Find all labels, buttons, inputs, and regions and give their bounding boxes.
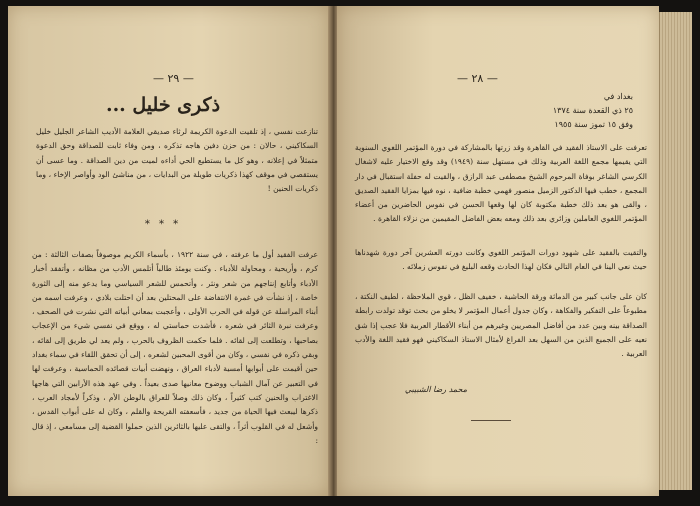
section-separator: * * *: [144, 219, 182, 230]
right-paragraph-2: والتقيت بالفقيد على شهود دورات المؤتمر اللغوي وكانت دورته العشرين آخر دورة شهدناها حيث نعي الينا في العام التالي فكان لهذا الحادث وقعه البليغ في نفوس زملائه .: [355, 248, 647, 272]
dateline-place: بغداد في: [603, 92, 633, 101]
page-edges: [659, 12, 692, 490]
left-paragraph-2: عرفت الفقيد أول ما عرفته ، في سنة ١٩٢٢ ، بأسماء الكريم موصوفاً بصفات الثالثة : من كرم ، وأريحية ، ومحاولة للأدباء . وكنت يومئذ طالباً أتلمس الأدب من مظانه ، وأتفقد أخبار الأدباء وأتابع إنتاجهم من شعر ونثر ، وأتحمس للشعر السياسي وما يدعو منه إلى الثورة خاصة ، إذ نشأت في غمرة الانتفاضة على المحتلين بعد أن احتلت بلادي ، وعرفت اسمه من أبناء المراسلة عن قوله في الحرب الأولى ، وأعجبت بمعاني أبياته التي نشرت في الصحف ، وعرفت نبرة الثائر في شعره ، فأشدت حماستي له ، ووقع في نفسي شيء من الإعجاب بصاحبها ، وتطلعت إلى لقائه . فلما حكمت الظروف بالحرب ، ولم يعد لي طريق إلى لقائه ، وبقي ذكره في نفسي ، وكان من أقوى المحبين لشعره ، إلى أن تحقق اللقاء في سماء بغداد حين أقيمت على أبوابها أمسية لأدباء العراق ، ونهضت أبيات قصائده الحماسية ، وعرفت لها في التعبير عن آمال الشباب ووضوح معانيها صدى بعيداً . وفي عهد هذه الأرابين التي هاجها الاغتراب والحنين كتب كثيراً ، وكان ذلك وصلاً للعراق بالوطن الأم ، وذكراً لأمجاد العرب ، ذكرها ليبعث فيها الحياة من جديد ، فأسعفته القريحة والقلم ، وكان له على أبواب القدس ، وأشعل له في القلوب أثراً ، والتقى عليها بالثائرين الذين حملوا القضية إلى مسامعي ، إذ قال :: [32, 250, 318, 445]
dateline-gregorian-date: وفق ١٥ تموز سنة ١٩٥٥: [554, 120, 633, 129]
right-page: [337, 6, 659, 496]
author-signature: محمد رضا الشبيبي: [404, 385, 467, 394]
right-page-number: — ٢٨ —: [457, 72, 498, 85]
dateline: [533, 90, 633, 132]
right-paragraph-3: كان على جانب كبير من الدماثة ورقة الحاشية ، خفيف الظل ، قوي الملاحظة ، لطيف النكتة ، مطبوعاً على التفكير والفكاهة ، وكان جدول أعمال المؤتمر لا يخلو من بحث توقد تولدت رابطة الصداقة بينه وبين عدد من أفاضل المصريين وغيرهم من أبناء الأقطار العربية فلا عجب إذا شق نعيه على الجميع الذين من السهل بعد الفراغ لأمثال الاستاذ السكاكيني فهو فقيد اللغة والأدب العربية .: [355, 292, 647, 359]
end-rule: [471, 420, 511, 421]
left-page: [8, 6, 330, 496]
left-page-number: — ٢٩ —: [153, 72, 194, 85]
left-paragraph-1: تنازعت نفسي ، إذ تلقيت الدعوة الكريمة لرثاء صديقي العلامة الأديب الشاعر الجليل خليل السكاكيني ، حالان : من حزن دفين هاجه تذكره ، ومن وفاء ثابت للصداقة وحق الدعوة متمثلاً في إعلانه ، وهو كل ما يستطيع الحي أداءه لميت من دين الصداقة . وما عسى أن يستقصي في موقف كهذا ذكريات طويلة من البدايات ، من مناشئ الود وأواصر الإخاء ، وما ذكريات الحنين !: [36, 127, 318, 194]
dateline-hijri-date: ٢٥ ذي القعدة سنة ١٣٧٤: [552, 106, 633, 115]
article-title: ذكرى خليل ...: [105, 94, 221, 116]
right-paragraph-1: تعرفت على الاستاذ الفقيد في القاهرة وقد زرتها بالمشاركة في دورة المؤتمر اللغوي السنوية التي يقيمها مجمع اللغة العربية وذلك في مستهل سنة (١٩٤٩) وقد وقع الاختيار عليه لاشغال الكرسي الشاغر بوفاة المرحوم الشيخ مصطفى عبد الرازق ، والقيت له حفلة استقبال في دار المجمع ، خطب فيها الدكتور الزميل منصور فهمي خطبة ضافية ، نوه فيها بمزايا الفقيد الصديق ، والقى هو بعد ذلك خطبة مكتوبة كان لها وقعها الحسن في نفوس الحاضرين من أعضاء المؤتمر اللغوي العاملين وزائري بعد ذلك ومعه بعض الفاضل المقيمين من نزلاء القاهرة .: [355, 143, 648, 224]
